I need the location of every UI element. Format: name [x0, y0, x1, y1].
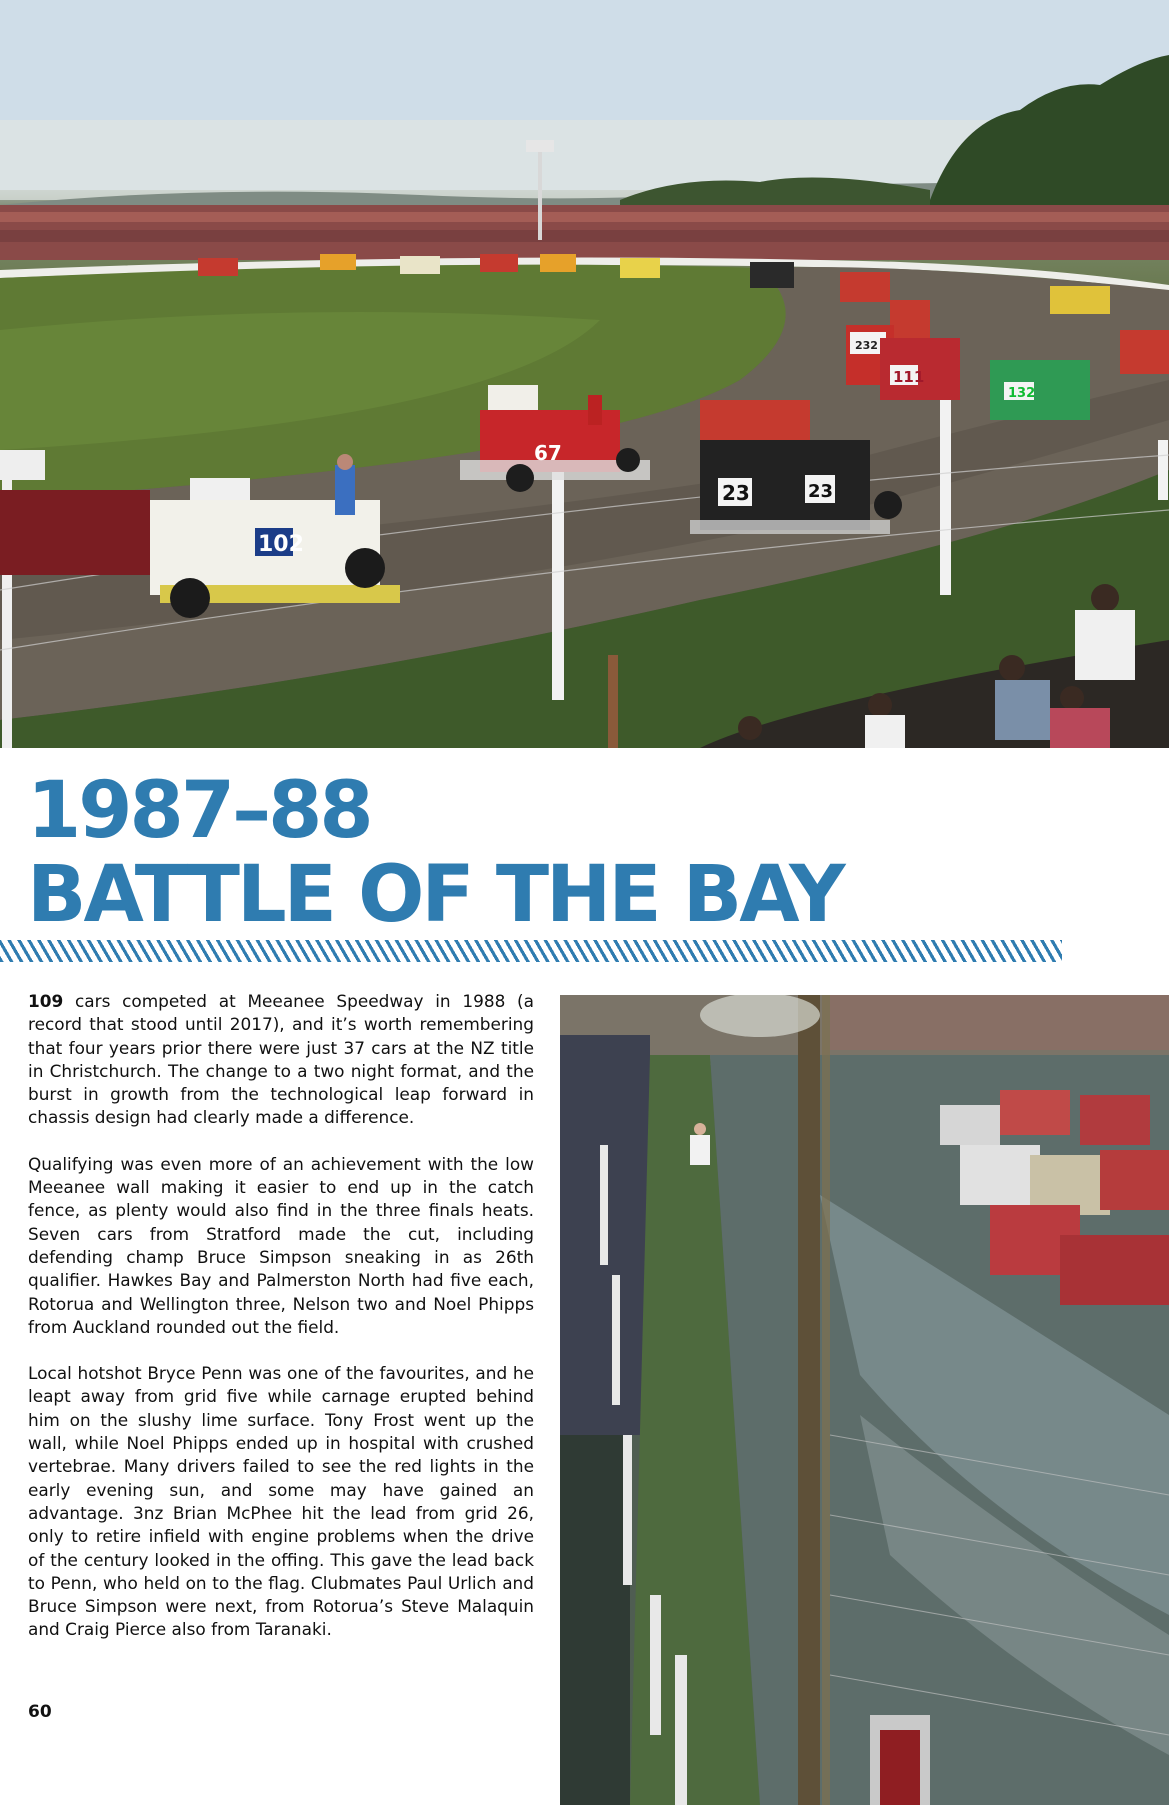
- car-number: 102: [258, 532, 304, 557]
- car-count: 109: [28, 991, 64, 1011]
- speedway-race-illustration: [0, 0, 1169, 748]
- page-number: 60: [28, 1702, 52, 1722]
- article-headline: [27, 766, 927, 940]
- car-number: 232: [855, 339, 878, 352]
- car-number: 23: [808, 481, 834, 502]
- paragraph-1: [28, 990, 534, 1130]
- car-number: 111: [893, 368, 925, 386]
- car-number: 23: [722, 481, 750, 505]
- paragraph-2: Qualifying was even more of an achievement with the low Meeanee wall making it easier to end up in the catch fence, as plenty would also find in the three finals heats. Seven cars from Stratford made the cut, including defending champ Bruce Simpson sneaking in as 26th qualifier. Hawkes Bay and Palmerston North had five each, Rotorua and Wellington three, Nelson two and Noel Phipps from Auckland rounded out the field.: [28, 1153, 534, 1337]
- hatched-divider: [0, 940, 1062, 962]
- crash-scene-photo: [560, 995, 1169, 1805]
- crash-scene-illustration: [560, 995, 1169, 1805]
- paragraph-1-text: cars competed at Meeanee Speedway in 1988 (a record that stood until 2017), and it’s worth remembering that four years prior there were just 37 cars at the NZ title in Christchurch. The change to a two night format, and the burst in growth from the technological leap forward in chassis design had clearly made a difference.: [28, 991, 534, 1128]
- speedway-race-photo: [0, 0, 1169, 748]
- paragraph-3: Local hotshot Bryce Penn was one of the favourites, and he leapt away from grid five while carnage erupted behind him on the slushy lime surface. Tony Frost went up the wall, while Noel Phipps ended up in hospital with crushed vertebrae. Many drivers failed to see the red lights in the early evening sun, and some may have gained an advantage. 3nz Brian McPhee hit the lead from grid 26, only to retire infield with engine problems when the drive of the century looked in the offing. This gave the lead back to Penn, who held on to the flag. Clubmates Paul Urlich and Bruce Simpson were next, from Rotorua’s Steve Malaquin and Craig Pierce also from Taranaki.: [28, 1363, 534, 1640]
- car-number: 132: [1008, 386, 1036, 401]
- article-body: [28, 990, 534, 1665]
- headline-title: BATTLE OF THE BAY: [27, 850, 843, 940]
- car-number: 67: [534, 441, 562, 465]
- headline-years: 1987–88: [27, 766, 371, 856]
